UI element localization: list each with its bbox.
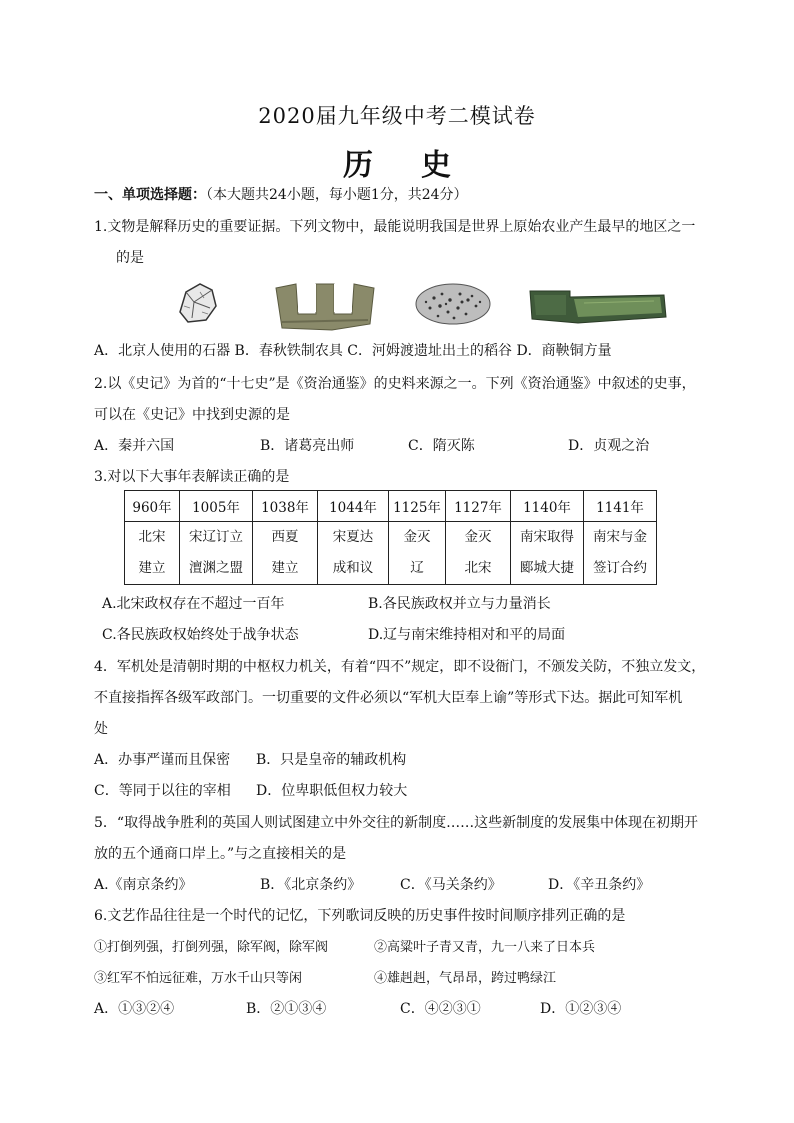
- q6-lyric-4: ④雄赳赳，气昂昂，跨过鸭绿江: [374, 971, 557, 986]
- q1-options: A．北京人使用的石器 B．春秋铁制农具 C．河姆渡遗址出土的稻谷 D．商鞅铜方量: [94, 343, 612, 359]
- table-event-cell: [125, 522, 180, 585]
- table-year-cell: 1005年: [180, 491, 253, 522]
- rice-grains-icon: [414, 282, 492, 326]
- q4-opt-b: B．只是皇帝的辅政机构: [256, 752, 407, 768]
- event-line1: 金灭: [464, 529, 492, 545]
- subject-char-2: 史: [421, 148, 451, 183]
- q6-opt-b: B．②①③④: [246, 1001, 327, 1017]
- event-line2: 签订合约: [593, 560, 647, 576]
- stone-tool-icon: [172, 278, 222, 328]
- event-line2: 建立: [138, 560, 166, 576]
- table-event-cell: [318, 522, 389, 585]
- q2-opt-a: A．秦并六国: [94, 438, 175, 454]
- exam-title: 2020届九年级中考二模试卷: [258, 104, 536, 128]
- q3-opt-c: C.各民族政权始终处于战争状态: [102, 627, 299, 643]
- iron-farm-tool-icon: [274, 280, 376, 332]
- q6-lyric-2: ②高粱叶子青又青，九一八来了日本兵: [374, 940, 596, 955]
- bronze-measure-icon: [526, 283, 668, 327]
- q6-opt-a: A．①③②④: [94, 1001, 175, 1017]
- event-line1: 宋夏达: [332, 529, 374, 545]
- table-year-cell: 1038年: [253, 491, 318, 522]
- q6-lyric-3: ③红军不怕远征难，万水千山只等闲: [94, 971, 303, 986]
- event-line2: 建立: [271, 560, 299, 576]
- table-year-cell: 1140年: [511, 491, 584, 522]
- q2-opt-c: C．隋灭陈: [408, 438, 475, 454]
- q4-opt-a: A．办事严谨而且保密: [94, 752, 231, 768]
- q3-stem: 3.对以下大事年表解读正确的是: [94, 469, 290, 485]
- q3-events-table: [124, 490, 657, 585]
- event-line1: 南宋取得: [520, 529, 574, 545]
- q6-opt-c: C．④②③①: [400, 1001, 481, 1017]
- event-line2: 辽: [410, 560, 424, 576]
- table-year-cell: 1044年: [318, 491, 389, 522]
- event-line1: 南宋与金: [593, 529, 647, 545]
- table-event-cell: [180, 522, 253, 585]
- section-heading-label: 一、单项选择题：: [94, 187, 206, 203]
- table-year-cell: 1125年: [389, 491, 446, 522]
- q6-stem: 6.文艺作品往往是一个时代的记忆，下列歌词反映的历史事件按时间顺序排列正确的是: [94, 908, 626, 924]
- q3-opt-a: A.北宋政权存在不超过一百年: [102, 596, 285, 612]
- q3-opt-b: B.各民族政权并立与力量消长: [368, 596, 551, 612]
- table-event-cell: [446, 522, 511, 585]
- subject-char-1: 历: [343, 148, 373, 183]
- subject-title: [0, 140, 794, 184]
- event-line1: 西夏: [271, 529, 299, 545]
- q2-stem-line1: 2.以《史记》为首的“十七史”是《资治通鉴》的史料来源之一。下列《资治通鉴》中叙述的史事，: [94, 376, 696, 392]
- q2-stem-line2: 可以在《史记》中找到史源的是: [94, 407, 290, 423]
- table-event-cell: [389, 522, 446, 585]
- table-event-cell: [584, 522, 657, 585]
- table-event-row: [125, 522, 657, 585]
- q4-opt-c: C．等同于以往的宰相: [94, 783, 231, 799]
- q4-opt-d: D．位卑职低但权力较大: [256, 783, 408, 799]
- q4-stem-line1: 4．军机处是清朝时期的中枢权力机关，有着“四不”规定，即不设衙门，不颁发关防，不独立发文，: [94, 659, 706, 675]
- event-line1: 宋辽订立: [189, 529, 243, 545]
- table-header-row: [125, 491, 657, 522]
- q5-stem-line1: 5．“取得战争胜利的英国人则试图建立中外交往的新制度……这些新制度的发展集中体现在初期开: [94, 815, 699, 831]
- event-line2: 澶渊之盟: [189, 560, 243, 576]
- q3-opt-d: D.辽与南宋维持相对和平的局面: [368, 627, 566, 643]
- q6-lyric-1: ①打倒列强，打倒列强，除军阀，除军阀: [94, 940, 329, 955]
- q5-opt-c: C．《马关条约》: [400, 877, 502, 893]
- q2-opt-b: B．诸葛亮出师: [260, 438, 355, 454]
- q1-stem-line1: 1.文物是解释历史的重要证据。下列文物中，最能说明我国是世界上原始农业产生最早的地区之一: [94, 219, 696, 235]
- table-year-cell: 960年: [125, 491, 180, 522]
- q6-opt-d: D．①②③④: [540, 1001, 622, 1017]
- section-heading-note: （本大题共24小题，每小题1分，共24分）: [206, 187, 468, 203]
- q4-stem-line2: 不直接指挥各级军政部门。一切重要的文件必须以“军机大臣奉上谕”等形式下达。据此可知军机: [94, 690, 683, 706]
- table-year-cell: 1141年: [584, 491, 657, 522]
- q1-stem-line2: 的是: [116, 250, 144, 266]
- event-line1: 金灭: [403, 529, 431, 545]
- event-line1: 北宋: [138, 529, 166, 545]
- event-line2: 成和议: [332, 560, 374, 576]
- table-event-cell: [253, 522, 318, 585]
- q2-opt-d: D．贞观之治: [568, 438, 650, 454]
- table-year-cell: 1127年: [446, 491, 511, 522]
- q4-stem-line3: 处: [94, 721, 108, 737]
- q5-stem-line2: 放的五个通商口岸上。”与之直接相关的是: [94, 846, 347, 862]
- q5-opt-a: A.《南京条约》: [94, 877, 193, 893]
- section-heading: [94, 184, 468, 204]
- table-event-cell: [511, 522, 584, 585]
- q5-opt-d: D．《辛丑条约》: [548, 877, 651, 893]
- event-line2: 郾城大捷: [520, 560, 574, 576]
- q5-opt-b: B．《北京条约》: [260, 877, 362, 893]
- event-line2: 北宋: [464, 560, 492, 576]
